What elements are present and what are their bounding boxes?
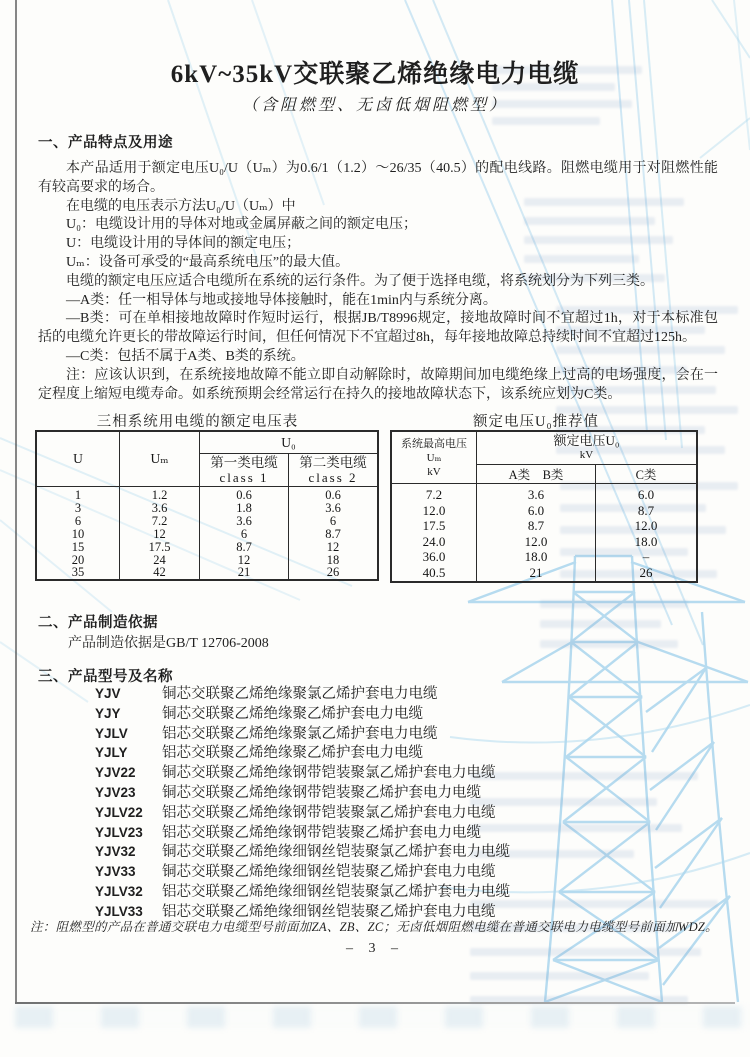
table-row <box>36 566 378 580</box>
table-cell: 8.7 <box>596 503 698 519</box>
paragraph: 在电缆的电压表示方法U₀/U（Uₘ）中 <box>66 198 296 214</box>
table-cell: 26 <box>289 566 379 580</box>
table-cell: 24.0 <box>391 534 477 550</box>
paragraph: 注：应该认识到，在系统接地故障不能立即自动解除时，故障期间加电缆绝缘上过高的电场强度，会在一定程度上缩短电缆寿命。如系统预期会经常运行在持久的接地故障状态下，该系统应划为C类。 <box>38 367 718 402</box>
rated-voltage-table-body <box>36 487 378 581</box>
model-code: YJLV32 <box>95 883 143 899</box>
model-list-item <box>95 882 510 902</box>
table-cell: 3.6 <box>477 484 596 503</box>
table-cell: 18.0 <box>596 534 698 550</box>
model-code: YJV <box>95 686 121 701</box>
model-name: 铜芯交联聚乙烯绝缘聚氯乙烯护套电力电缆 <box>162 686 438 702</box>
col-header-class-c: C类 <box>596 465 698 484</box>
section1-heading: 一、产品特点及用途 <box>38 135 173 151</box>
col-header-system-um <box>391 431 477 484</box>
table-cell: 15 <box>36 541 120 554</box>
model-list-item <box>95 862 510 882</box>
bleed-through-text <box>492 117 600 125</box>
model-code: YJV22 <box>95 765 136 781</box>
paragraph: Uₘ：设备可承受的“最高系统电压”的最大值。 <box>66 254 350 270</box>
next-page-glimpse <box>15 1006 750 1028</box>
table-cell: 40.5 <box>391 565 477 582</box>
col-header-u: U <box>36 431 120 487</box>
table-row <box>36 515 378 528</box>
table-cell: 26 <box>596 565 698 582</box>
model-name: 铜芯交联聚乙烯绝缘细钢丝铠装聚氯乙烯护套电力电缆 <box>162 844 510 861</box>
bleed-through-text <box>540 600 688 608</box>
model-code: YJV23 <box>95 784 136 800</box>
model-name: 铝芯交联聚乙烯绝缘细钢丝铠装聚氯乙烯护套电力电缆 <box>162 883 510 900</box>
col-header-class2 <box>289 454 379 487</box>
table-cell: 35 <box>36 566 120 580</box>
model-list-item <box>95 704 510 724</box>
table-cell: 1.8 <box>200 502 289 515</box>
table-cell: 24 <box>120 554 200 567</box>
table-cell: 7.2 <box>120 515 200 528</box>
model-list-item <box>95 724 510 744</box>
table-cell: 20 <box>36 554 120 567</box>
model-list-item <box>95 783 510 803</box>
class2-cn: 第二类电缆 <box>299 455 367 470</box>
model-code: YJLV33 <box>95 903 143 919</box>
table-cell: 18.0 <box>477 549 596 565</box>
col-header-um: Uₘ <box>120 431 200 487</box>
table-cell: 42 <box>120 566 200 580</box>
table-cell: – <box>596 549 698 565</box>
page-left-edge <box>15 0 17 1003</box>
col-header-rated-u0 <box>477 431 698 465</box>
table-cell: 0.6 <box>289 487 379 502</box>
table-cell: 12 <box>200 554 289 567</box>
model-name: 铝芯交联聚乙烯绝缘钢带铠装聚乙烯护套电力电缆 <box>162 824 481 841</box>
table-cell: 1.2 <box>120 487 200 502</box>
section2-body: 产品制造依据是GB/T 12706-2008 <box>68 636 269 651</box>
recommended-u0-table-body <box>391 484 697 582</box>
section2-heading: 二、产品制造依据 <box>38 615 158 631</box>
system-um-label: 系统最高电压Uₘ <box>401 437 467 464</box>
paragraph: —C类：包括不属于A类、B类的系统。 <box>66 348 305 364</box>
table-cell: 8.7 <box>200 541 289 554</box>
class1-en: class 1 <box>219 470 269 485</box>
left-table-title: 三相系统用电缆的额定电压表 <box>96 414 299 430</box>
model-list-item <box>95 823 510 843</box>
table-cell: 36.0 <box>391 549 477 565</box>
table-cell: 12 <box>289 541 379 554</box>
table-cell: 10 <box>36 528 120 541</box>
model-code: YJLV23 <box>95 824 143 840</box>
paragraph: U：电缆设计用的导体间的额定电压； <box>66 236 301 252</box>
recommended-u0-table <box>390 430 698 583</box>
rated-voltage-table <box>35 430 379 581</box>
model-name: 铝芯交联聚乙烯绝缘细钢丝铠装聚乙烯护套电力电缆 <box>162 903 496 920</box>
model-name: 铝芯交联聚乙烯绝缘聚乙烯护套电力电缆 <box>162 745 423 762</box>
table-cell: 6 <box>36 515 120 528</box>
model-code: YJV33 <box>95 864 136 880</box>
table-row <box>36 502 378 515</box>
table-cell: 12 <box>120 528 200 541</box>
model-code: YJLV22 <box>95 804 143 820</box>
table-cell: 6 <box>289 515 379 528</box>
model-name: 铝芯交联聚乙烯绝缘聚氯乙烯护套电力电缆 <box>162 725 438 742</box>
paragraph: 本产品适用于额定电压U₀/U（Uₘ）为0.6/1（1.2）～26/35（40.5）的配电线路。阻燃电缆用于对阻燃性能有较高要求的场合。 <box>38 161 718 195</box>
bleed-through-text <box>540 620 661 628</box>
table-cell: 21 <box>200 566 289 580</box>
table-cell: 17.5 <box>391 518 477 534</box>
table-cell: 21 <box>477 565 596 582</box>
paragraph: 电缆的额定电压应适合电缆所在系统的运行条件。为了便于选择电缆，将系统划分为下列三类。 <box>66 273 654 289</box>
bleed-through-text <box>470 972 649 980</box>
table-cell: 17.5 <box>120 541 200 554</box>
model-name: 铜芯交联聚乙烯绝缘细钢丝铠装聚乙烯护套电力电缆 <box>162 864 496 881</box>
model-list-item <box>95 803 510 823</box>
table-cell: 0.6 <box>200 487 289 502</box>
model-code: YJV32 <box>95 844 136 860</box>
model-name: 铜芯交联聚乙烯绝缘钢带铠装聚乙烯护套电力电缆 <box>162 784 481 801</box>
table-row <box>391 484 697 503</box>
col-header-class-ab: A类 B类 <box>477 465 596 484</box>
right-table-title: 额定电压U₀推荐值 <box>472 414 600 430</box>
table-row <box>391 534 697 550</box>
table-cell: 8.7 <box>289 528 379 541</box>
document-title: 6kV~35kV交联聚乙烯绝缘电力电缆 <box>170 61 580 88</box>
table-cell: 1 <box>36 487 120 502</box>
section1-body <box>38 160 718 404</box>
table-cell: 12.0 <box>596 518 698 534</box>
paragraph: —B类：可在单相接地故障时作短时运行，根据JB/T8996规定，接地故障时间不宜超过1h，对于本标准包括的电缆允许更长的带故障运行时间，但任何情况下不宜超过8h，每年接地故障总持续时间不宜超过125h。 <box>38 311 718 346</box>
table-row <box>391 549 697 565</box>
table-cell: 6.0 <box>596 484 698 503</box>
table-cell: 3.6 <box>289 502 379 515</box>
table-cell: 7.2 <box>391 484 477 503</box>
col-header-u0: U₀ <box>200 431 379 454</box>
model-code: YJLV <box>95 725 128 741</box>
system-um-unit: kV <box>427 465 441 478</box>
model-name: 铜芯交联聚乙烯绝缘钢带铠装聚氯乙烯护套电力电缆 <box>162 765 496 782</box>
bleed-through-text <box>540 640 678 648</box>
table-row <box>36 541 378 554</box>
col-header-class1 <box>200 454 289 487</box>
table-row <box>391 565 697 582</box>
table-cell: 6.0 <box>477 503 596 519</box>
table-row <box>36 487 378 502</box>
document-subtitle: （含阻燃型、无卤低烟阻燃型） <box>241 97 508 114</box>
model-list-item <box>95 684 510 704</box>
paragraph: —A类：任一相导体与地或接地导体接触时，能在1min内与系统分离。 <box>66 292 497 308</box>
model-name: 铝芯交联聚乙烯绝缘钢带铠装聚氯乙烯护套电力电缆 <box>162 804 496 821</box>
table-cell: 6 <box>200 528 289 541</box>
table-row <box>391 518 697 534</box>
class2-en: class 2 <box>308 470 358 485</box>
model-code: YJLY <box>95 745 128 761</box>
table-cell: 12.0 <box>391 503 477 519</box>
model-list-item <box>95 743 510 763</box>
model-code: YJY <box>95 705 121 721</box>
cable-model-list <box>95 684 510 922</box>
page-number: – 3 – <box>346 941 404 956</box>
page-bottom-edge <box>15 1002 735 1004</box>
paragraph: U₀：电缆设计用的导体对地或金属屏蔽之间的额定电压； <box>66 217 417 233</box>
table-cell: 12.0 <box>477 534 596 550</box>
table-cell: 8.7 <box>477 518 596 534</box>
model-list-item <box>95 763 510 783</box>
section3-heading: 三、产品型号及名称 <box>38 669 173 685</box>
rated-u0-unit: kV <box>579 449 594 461</box>
table-row <box>36 528 378 541</box>
footnote: 注：阻燃型的产品在普通交联电力电缆型号前面加ZA、ZB、ZC；无卤低烟阻燃电缆在普通交联电力电缆型号前面加WDZ。 <box>30 920 718 934</box>
rated-u0-label: 额定电压U₀ <box>553 433 620 448</box>
table-cell: 3.6 <box>120 502 200 515</box>
model-list-item <box>95 842 510 862</box>
class1-cn: 第一类电缆 <box>210 455 278 470</box>
table-cell: 3 <box>36 502 120 515</box>
table-cell: 3.6 <box>200 515 289 528</box>
table-cell: 18 <box>289 554 379 567</box>
model-name: 铜芯交联聚乙烯绝缘聚乙烯护套电力电缆 <box>162 705 423 722</box>
table-row <box>391 503 697 519</box>
